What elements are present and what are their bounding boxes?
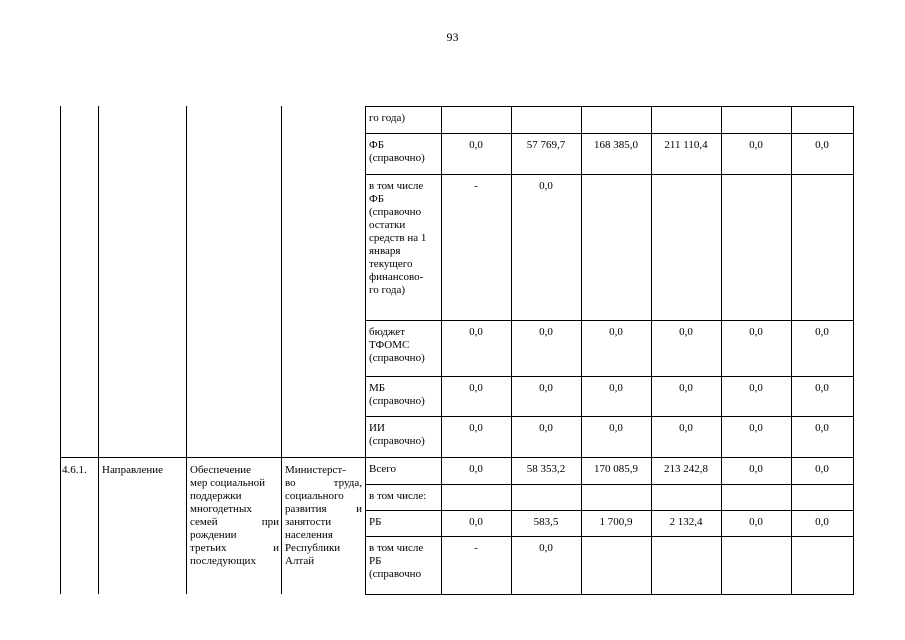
section-type: Направление bbox=[102, 464, 164, 476]
value-cell: 0,0 bbox=[815, 382, 829, 394]
row-label: в том числе bbox=[369, 180, 424, 192]
section-name-line: семей при bbox=[190, 516, 279, 528]
value-cell: 0,0 bbox=[469, 463, 483, 475]
value-cell: 0,0 bbox=[539, 422, 553, 434]
value-cell: 0,0 bbox=[815, 463, 829, 475]
section-name-line: рождении bbox=[190, 529, 237, 541]
value-cell: 58 353,2 bbox=[526, 463, 566, 475]
section-name-line: мер социальной bbox=[190, 477, 266, 489]
value-cell: 0,0 bbox=[469, 326, 483, 338]
value-cell: 0,0 bbox=[609, 422, 623, 434]
value-cell: 0,0 bbox=[609, 382, 623, 394]
value-cell: 57 769,7 bbox=[526, 139, 566, 151]
value-cell: 0,0 bbox=[815, 516, 829, 528]
row-label: (справочно bbox=[369, 568, 422, 580]
row-label: РБ bbox=[369, 555, 382, 567]
value-cell: 0,0 bbox=[749, 382, 763, 394]
value-cell: 0,0 bbox=[815, 139, 829, 151]
table-horizontal-rule bbox=[365, 106, 854, 107]
row-label: МБ bbox=[369, 382, 386, 394]
value-cell: - bbox=[474, 542, 478, 554]
value-cell: 0,0 bbox=[679, 326, 693, 338]
value-cell: 211 110,4 bbox=[664, 139, 708, 151]
table-vertical-rule bbox=[365, 106, 366, 594]
row-label: (справочно) bbox=[369, 395, 425, 407]
value-cell: 0,0 bbox=[609, 326, 623, 338]
row-label: (справочно) bbox=[369, 352, 425, 364]
value-cell: 0,0 bbox=[539, 326, 553, 338]
value-cell: 213 242,8 bbox=[664, 463, 708, 475]
value-cell: 0,0 bbox=[469, 382, 483, 394]
table-vertical-rule bbox=[60, 106, 61, 594]
page-number: 93 bbox=[446, 30, 459, 44]
row-label: января bbox=[369, 245, 401, 257]
row-label: финансово- bbox=[369, 271, 424, 283]
value-cell: 0,0 bbox=[749, 139, 763, 151]
value-cell: 0,0 bbox=[749, 422, 763, 434]
executor-line: социального bbox=[285, 490, 344, 502]
value-cell: 170 085,9 bbox=[594, 463, 638, 475]
executor-line: Республики bbox=[285, 542, 341, 554]
executor-line: развития и bbox=[285, 503, 362, 515]
row-label: (справочно bbox=[369, 206, 422, 218]
section-name-line: Обеспечение bbox=[190, 464, 251, 476]
section-code: 4.6.1. bbox=[62, 464, 87, 476]
value-cell: 0,0 bbox=[539, 382, 553, 394]
section-name-line: многодетных bbox=[190, 503, 252, 515]
row-label: (справочно) bbox=[369, 435, 425, 447]
table-vertical-rule bbox=[186, 106, 187, 594]
row-label: ИИ bbox=[369, 422, 385, 434]
value-cell: 2 132,4 bbox=[669, 516, 703, 528]
value-cell: 0,0 bbox=[679, 382, 693, 394]
table-horizontal-rule bbox=[365, 376, 854, 377]
row-label: ФБ bbox=[369, 139, 385, 151]
value-cell: 168 385,0 bbox=[594, 139, 638, 151]
table-vertical-rule bbox=[281, 106, 282, 594]
section-name-line: третьих и bbox=[190, 542, 279, 554]
executor-line: во труда, bbox=[285, 477, 362, 489]
table-horizontal-rule bbox=[365, 594, 854, 595]
table-horizontal-rule bbox=[365, 510, 854, 511]
row-label: го года) bbox=[369, 112, 406, 124]
row-label: го года) bbox=[369, 284, 406, 296]
row-label: остатки bbox=[369, 219, 406, 231]
row-label: в том числе bbox=[369, 542, 424, 554]
value-cell: 583,5 bbox=[533, 516, 559, 528]
value-cell: 0,0 bbox=[749, 326, 763, 338]
table-horizontal-rule bbox=[365, 133, 854, 134]
value-cell: 0,0 bbox=[469, 139, 483, 151]
table-horizontal-rule bbox=[365, 174, 854, 175]
value-cell: 0,0 bbox=[815, 326, 829, 338]
row-label: средств на 1 bbox=[369, 232, 427, 244]
row-label: РБ bbox=[369, 516, 382, 528]
row-label: ФБ bbox=[369, 193, 385, 205]
executor-line: Алтай bbox=[285, 555, 315, 567]
table-horizontal-rule bbox=[60, 457, 854, 458]
value-cell: 0,0 bbox=[539, 180, 553, 192]
value-cell: 1 700,9 bbox=[599, 516, 633, 528]
value-cell: 0,0 bbox=[815, 422, 829, 434]
section-name-line: поддержки bbox=[190, 490, 242, 502]
row-label: (справочно) bbox=[369, 152, 425, 164]
executor-line: занятости bbox=[285, 516, 332, 528]
section-name-line: последующих bbox=[190, 555, 256, 567]
table-vertical-rule bbox=[98, 106, 99, 594]
executor-line: населения bbox=[285, 529, 333, 541]
table-horizontal-rule bbox=[365, 320, 854, 321]
row-label: Всего bbox=[369, 463, 396, 475]
value-cell: 0,0 bbox=[469, 422, 483, 434]
table-horizontal-rule bbox=[365, 484, 854, 485]
row-label: в том числе: bbox=[369, 490, 427, 502]
value-cell: - bbox=[474, 180, 478, 192]
value-cell: 0,0 bbox=[679, 422, 693, 434]
row-label: бюджет bbox=[369, 326, 405, 338]
value-cell: 0,0 bbox=[749, 463, 763, 475]
table-vertical-rule bbox=[853, 106, 854, 594]
row-label: текущего bbox=[369, 258, 413, 270]
value-cell: 0,0 bbox=[539, 542, 553, 554]
table-horizontal-rule bbox=[365, 416, 854, 417]
table-horizontal-rule bbox=[365, 536, 854, 537]
value-cell: 0,0 bbox=[749, 516, 763, 528]
executor-line: Министерст- bbox=[285, 464, 346, 476]
row-label: ТФОМС bbox=[369, 339, 410, 351]
value-cell: 0,0 bbox=[469, 516, 483, 528]
